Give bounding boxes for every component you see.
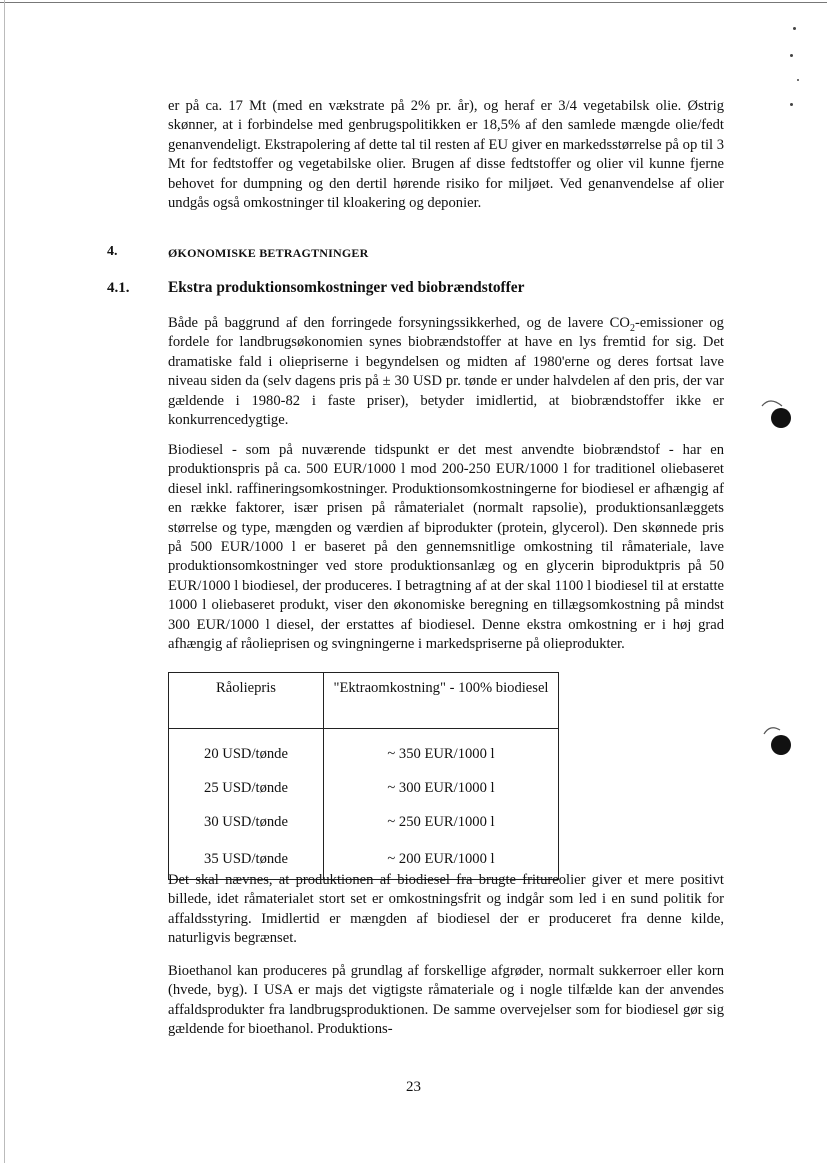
top-scan-edge xyxy=(0,2,827,3)
cell-extra-cost: ~ 300 EUR/1000 l xyxy=(324,771,559,805)
scan-speck xyxy=(790,54,793,57)
paragraph-bioethanol: Bioethanol kan produceres på grundlag af forskellige afgrøder, normalt sukkerroer eller korn (hvede, byg). I USA er majs det vigtigste råmateriale og i nogle tilfælde kan der anvendes affaldsprodukter fra landbrugsproduktionen. De samme overvejelser som for biodiesel gør sig gældende for bioethanol. Produktions- xyxy=(168,963,724,1038)
cost-table xyxy=(168,672,559,880)
scan-speck xyxy=(797,79,799,81)
section-4-title: ØKONOMISKE BETRAGTNINGER xyxy=(168,246,369,260)
table-row xyxy=(169,729,559,772)
intro-paragraph: er på ca. 17 Mt (med en vækstrate på 2% pr. år), og heraf er 3/4 vegetabilsk olie. Østrig skønner, at i forbindelse med genbrugspolitikken er 18,5% af den samlede mængde olie/fedt genanvendeligt. Ekstrapolering af dette tal til resten af EU giver en markedsstørrelse på op til 3 Mt for fedtstoffer og vegetabilske olier. Brugen af disse fedtstoffer og olier vil kunne fjerne behovet for dumpning og den dertil hørende risiko for miljøet. Ved genanvendelse af olier undgås også omkostninger til kloakering og deponier. xyxy=(168,98,724,212)
left-scan-edge xyxy=(4,0,5,1163)
page-number: 23 xyxy=(406,1079,421,1095)
text-run: Både på baggrund af den forringede forsyningssikkerhed, og de lavere CO xyxy=(168,315,630,331)
text-run: -emissioner og fordele for landbrugsøkonomien synes biobrændstoffer at have en lys fremtid for sig. Det dramatiske fald i oliepriserne i begyndelsen og midten af 1980'erne og deres fortsat lave niveau siden da (selv dagens pris på ± 30 USD pr. tønde er under halvdelen af den pris, der var gældende i 1980-82 i faste priser), betyder imidlertid, at biobrændstoffer ikke er konkurrencedygtige. xyxy=(168,315,724,429)
section-4-1-number: 4.1. xyxy=(107,280,130,296)
scan-speck xyxy=(793,27,796,30)
section-4-number: 4. xyxy=(107,244,118,259)
header-crude-price: Råoliepris xyxy=(169,673,324,729)
margin-bullet-mark-icon xyxy=(756,392,796,436)
paragraph-supply-security xyxy=(168,314,724,430)
cell-extra-cost: ~ 250 EUR/1000 l xyxy=(324,805,559,839)
table-row xyxy=(169,805,559,839)
table-header-row xyxy=(169,673,559,729)
cell-extra-cost: ~ 350 EUR/1000 l xyxy=(324,729,559,772)
header-extra-cost: "Ektraomkostning" - 100% biodiesel xyxy=(324,673,559,729)
cell-crude-price: 25 USD/tønde xyxy=(169,771,324,805)
paragraph-frying-oils: Det skal nævnes, at produktionen af biodiesel fra brugte fritureolier giver et mere positivt billede, idet råmaterialet stort set er omkostningsfrit og indgår som led i en sund politik for affaldsstyring. Imidlertid er mængden af biodiesel der er produceret fra denne kilde, naturligvis begrænset. xyxy=(168,872,724,947)
cell-crude-price: 35 USD/tønde xyxy=(169,839,324,880)
paragraph-biodiesel: Biodiesel - som på nuværende tidspunkt er det mest anvendte biobrændstof - har en produktionspris på ca. 500 EUR/1000 l mod 200-250 EUR/1000 l for traditionel oliebaseret diesel inkl. raffineringsomkostninger. Produktionsomkostningerne for biodiesel er afhængig af en række faktorer, især prisen på råmaterialet (normalt rapsolie), produktionsanlæggets størrelse og type, mængden og værdien af biprodukter (protein, glycerol). Den skønnede pris på 500 EUR/1000 l er baseret på den gennemsnitlige omkostning til råmateriale, lave produktionsomkostninger ved store produktionsanlæg og en glycerin biproduktpris på 50 EUR/1000 l biodiesel, der produceres. I betragtning af at der skal 1100 l biodiesel til at erstatte 1000 l oliebaseret produkt, viser den økonomiske beregning en tillægsomkostning på mindst 300 EUR/1000 l diesel, der erstattes af biodiesel. Denne ekstra omkostning er i høj grad afhængig af råolieprisen og svingningerne i markedspriserne på olieprodukter. xyxy=(168,442,724,653)
cell-extra-cost: ~ 200 EUR/1000 l xyxy=(324,839,559,880)
scan-speck xyxy=(790,103,793,106)
cell-crude-price: 30 USD/tønde xyxy=(169,805,324,839)
margin-bullet-mark-icon xyxy=(756,718,796,762)
section-4-1-title: Ekstra produktionsomkostninger ved biobrændstoffer xyxy=(168,279,525,296)
cell-crude-price: 20 USD/tønde xyxy=(169,729,324,772)
table-row xyxy=(169,771,559,805)
subscript-2: 2 xyxy=(629,322,635,334)
